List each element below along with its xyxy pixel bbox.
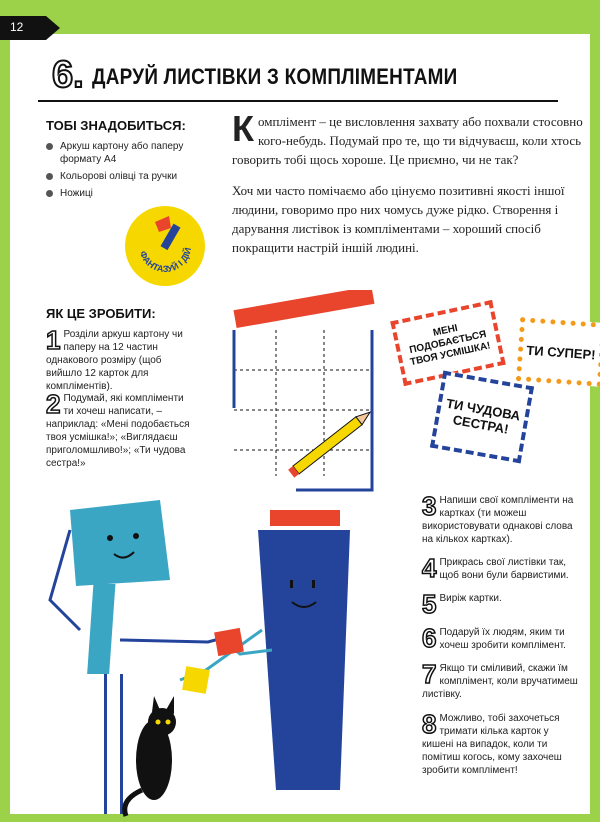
compliment-card: МЕНІ ПОДОБАЄТЬСЯ ТВОЯ УСМІШКА! [390, 300, 505, 386]
step-number: 3 [422, 491, 437, 521]
page-number: 12 [10, 20, 24, 34]
red-card [214, 628, 244, 656]
badge-text: ФАНТАЗУЙ І ДІЙ [137, 246, 194, 275]
step-number: 7 [422, 659, 437, 689]
cat-icon [125, 696, 176, 816]
step-5 [422, 589, 582, 619]
needs-heading: ТОБІ ЗНАДОБИТЬСЯ: [46, 118, 186, 133]
step-7 [422, 659, 582, 701]
brush-icon [125, 206, 205, 286]
intro-p1-text: омплімент – це висловлення захвату або похвали стосовно кого-небудь. Подумай про те, що ти відчуваєш, коли хтось говорить тобі щось хороше. Це приємно, чи не так? [232, 114, 583, 167]
step-text: Подумай, які компліменти ти хочеш написати, – наприклад: «Мені подобається твоя усмішка!»; «Виглядаєш приголомшливо!»; «Ти чудова сестра!» [46, 393, 190, 469]
needs-item: Аркуш картону або паперу формату А4 [46, 140, 196, 166]
title-underline [38, 100, 558, 102]
step-4 [422, 553, 582, 583]
yellow-card [182, 666, 210, 694]
step-number: 2 [46, 389, 61, 419]
imagine-badge [125, 206, 205, 286]
step-8 [422, 709, 582, 777]
step-text: Можливо, тобі захочеться тримати кілька карток у кишені на випадок, коли ти помітиш когось, кому захочеш зробити комплімент! [422, 713, 562, 776]
needs-item: Кольорові олівці та ручки [46, 170, 196, 183]
needs-list [46, 140, 196, 204]
title-number: 6. [52, 54, 84, 96]
step-text: Прикрась свої листівки так, щоб вони були барвистими. [439, 557, 569, 581]
characters-illustration [40, 490, 380, 820]
step-text: Розділи аркуш картону чи паперу на 12 частин однакового розміру (щоб вийшло 12 карток для компліментів). [46, 329, 183, 392]
step-number: 6 [422, 623, 437, 653]
dropcap: К [232, 108, 254, 149]
intro-paragraph-1 [232, 108, 584, 169]
step-number: 5 [422, 589, 437, 619]
step-2 [46, 389, 196, 470]
step-number: 8 [422, 709, 437, 739]
needs-item: Ножиці [46, 187, 196, 200]
compliment-card: ТИ СУПЕР! [516, 317, 600, 387]
pencil-icon [288, 408, 373, 477]
step-3 [422, 491, 582, 546]
step-text: Напиши свої компліменти на картках (ти можеш використовувати однакові слова на кількох картках). [422, 495, 574, 545]
ruler-icon [234, 290, 375, 328]
step-text: Виріж картки. [439, 593, 502, 604]
step-6 [422, 623, 582, 653]
intro-text [232, 108, 584, 269]
svg-text:ФАНТАЗУЙ І ДІЙ [138, 246, 193, 274]
step-number: 4 [422, 553, 437, 583]
howto-heading: ЯК ЦЕ ЗРОБИТИ: [46, 306, 156, 321]
blue-character [180, 510, 350, 790]
page-title: ДАРУЙ ЛИСТІВКИ З КОМПЛІМЕНТАМИ [92, 64, 458, 89]
step-number: 1 [46, 325, 61, 355]
compliment-card: ТИ ЧУДОВА СЕСТРА! [430, 371, 534, 464]
step-1 [46, 325, 196, 393]
step-text: Якщо ти сміливий, скажи їм комплімент, коли вручатимеш листівку. [422, 663, 578, 700]
grid-illustration [226, 290, 396, 500]
intro-paragraph-2: Хоч ми часто помічаємо або цінуємо позитивні якості іншої людини, говоримо про них чомусь дуже рідко. Створення і дарування листівок із компліментами – хороший спосіб покращити настрій іншій людині. [232, 183, 565, 255]
step-text: Подаруй їх людям, яким ти хочеш зробити комплімент. [439, 627, 566, 651]
